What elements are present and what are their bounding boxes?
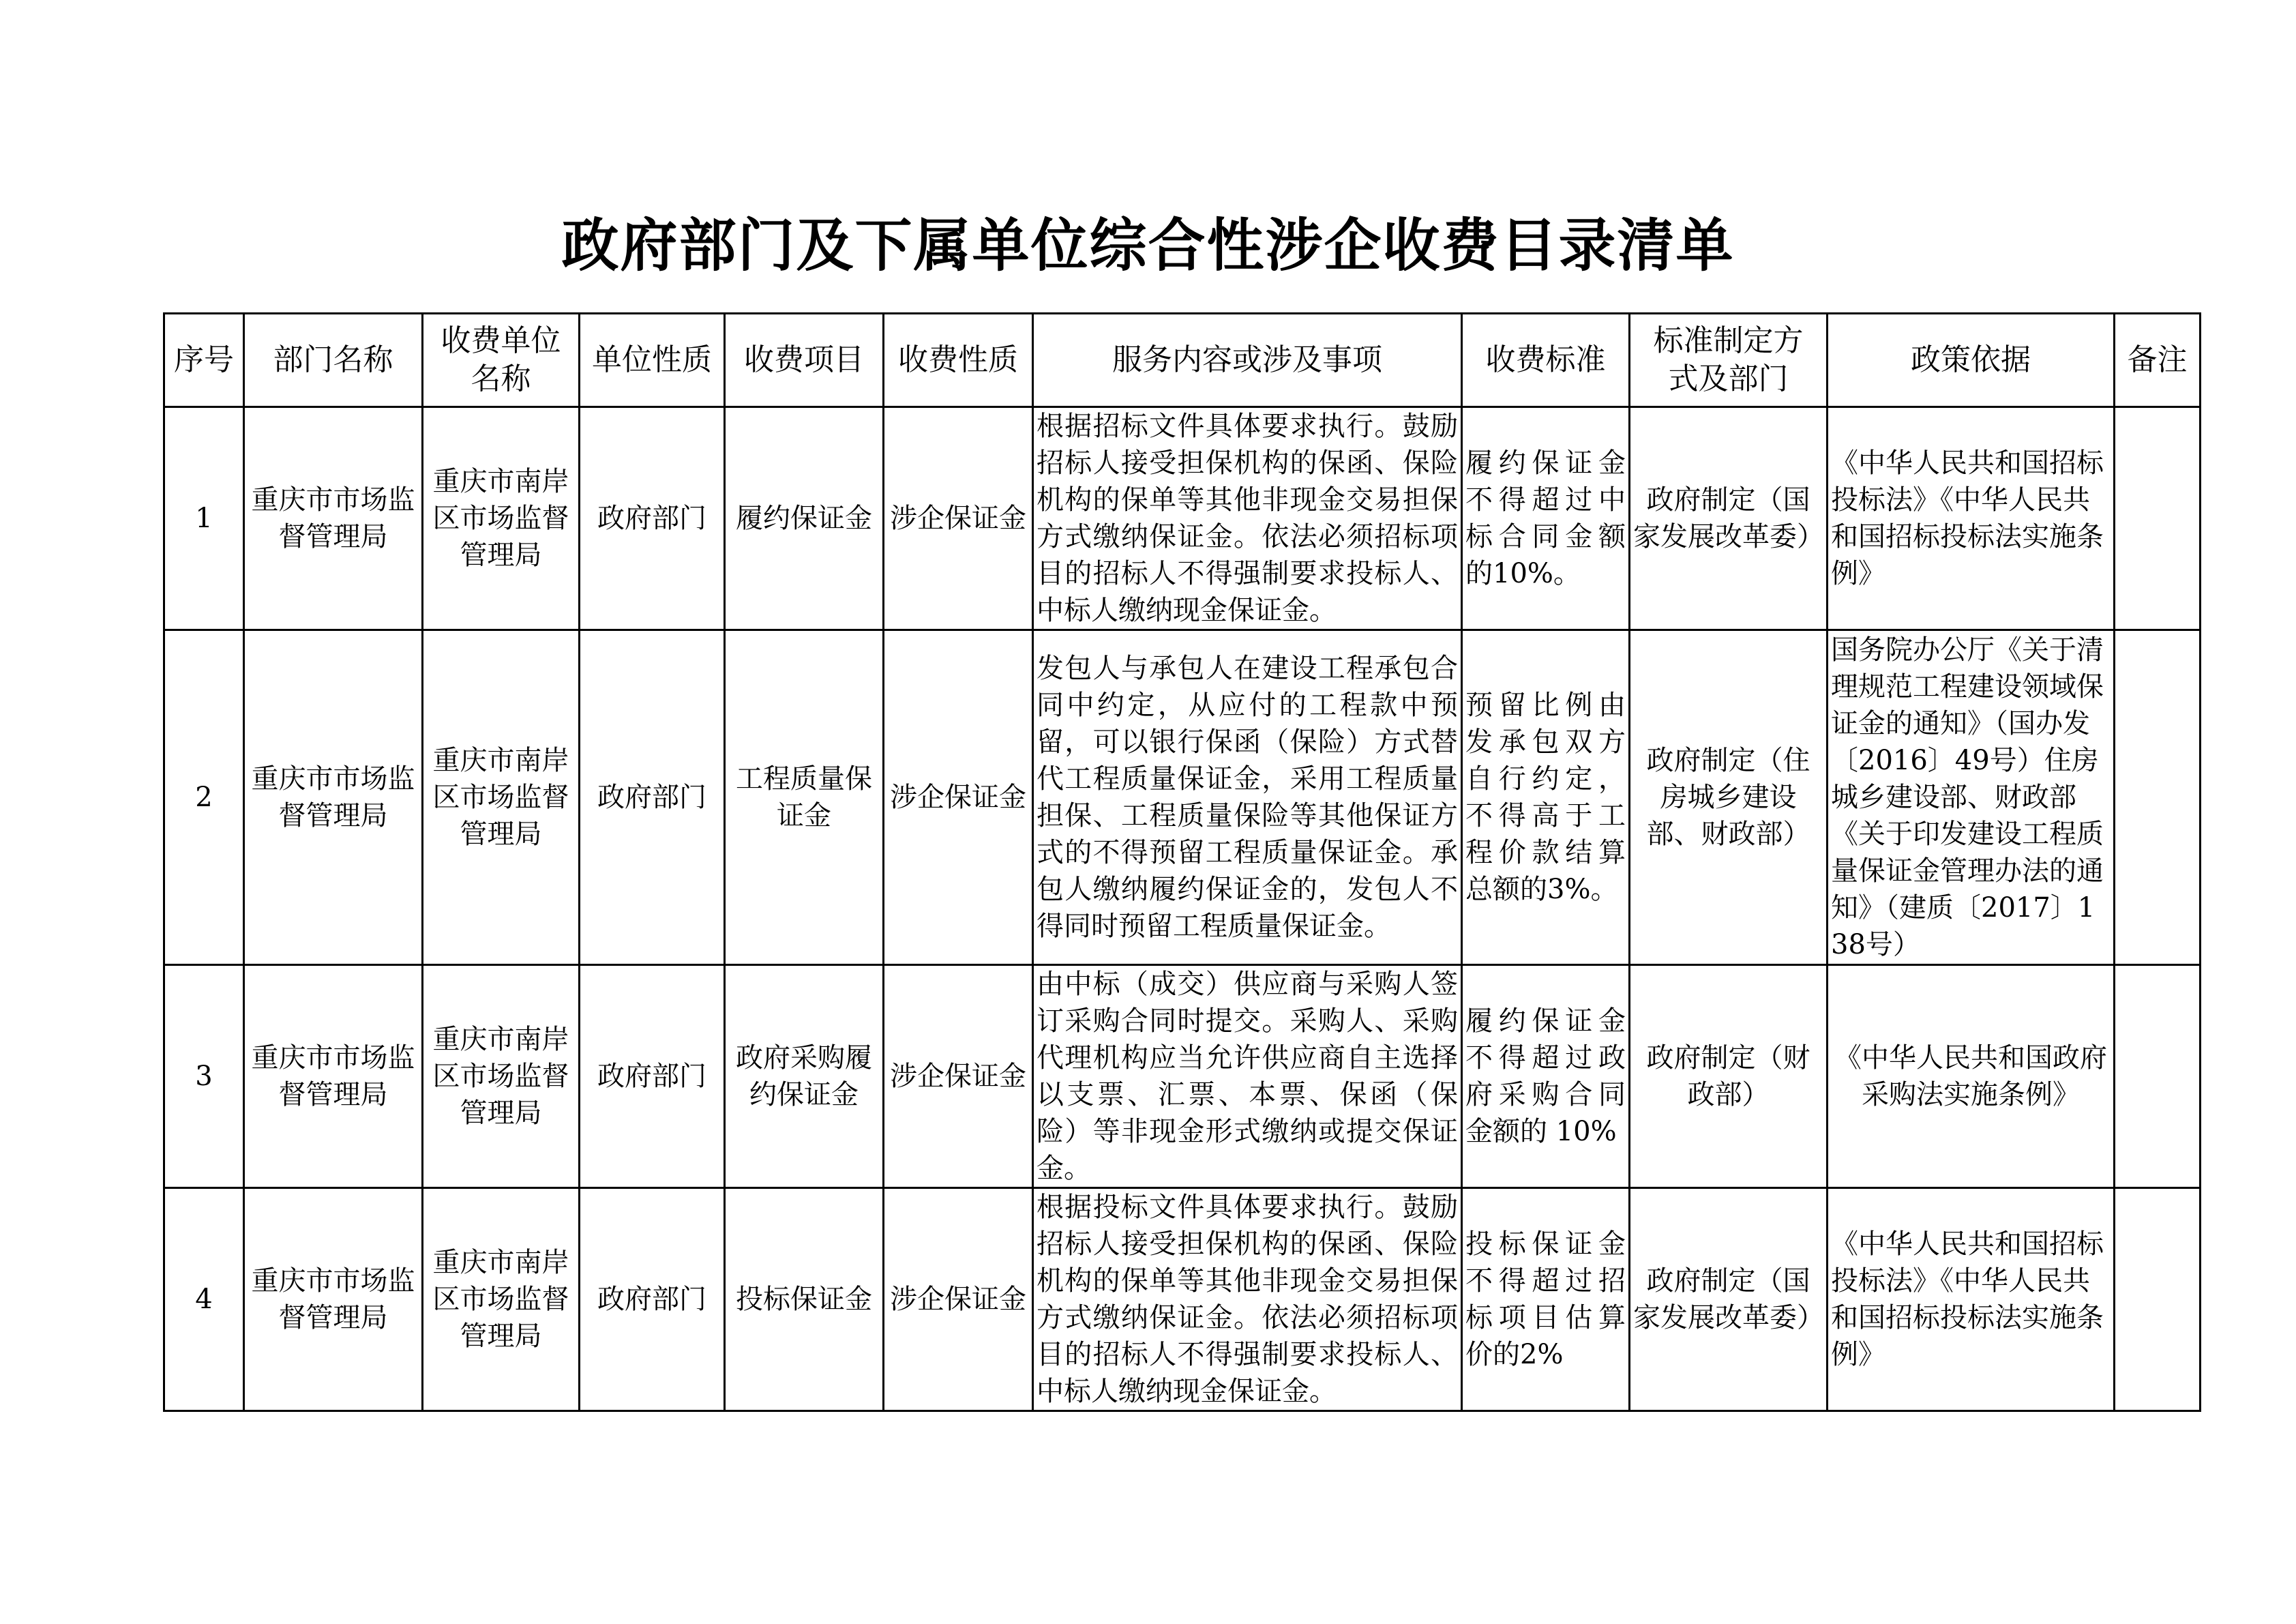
cell-item: 投标保证金 [725,1188,884,1411]
cell-method: 政府制定（住房城乡建设部、财政部） [1630,630,1828,965]
header-basis: 政策依据 [1828,314,2115,407]
cell-dept: 重庆市市场监督管理局 [244,407,423,630]
cell-item: 履约保证金 [725,407,884,630]
cell-dept: 重庆市市场监督管理局 [244,1188,423,1411]
cell-unit: 重庆市南岸区市场监督管理局 [423,630,580,965]
cell-standard: 履约保证金不得超过政府采购合同金额的 10% [1462,965,1630,1188]
header-remark: 备注 [2115,314,2201,407]
cell-basis: 国务院办公厅《关于清理规范工程建设领域保证金的通知》（国办发〔2016〕49号）住房城乡建设部、财政部《关于印发建设工程质量保证金管理办法的通知》（建质〔2017〕138号） [1828,630,2115,965]
table-row [164,630,2201,965]
cell-nature: 政府部门 [580,630,725,965]
cell-unit: 重庆市南岸区市场监督管理局 [423,1188,580,1411]
cell-method: 政府制定（财政部） [1630,965,1828,1188]
header-method: 标准制定方式及部门 [1630,314,1828,407]
table-row [164,965,2201,1188]
table-row [164,1188,2201,1411]
cell-method: 政府制定（国家发展改革委） [1630,407,1828,630]
cell-unit: 重庆市南岸区市场监督管理局 [423,965,580,1188]
cell-dept: 重庆市市场监督管理局 [244,965,423,1188]
cell-nature: 政府部门 [580,1188,725,1411]
cell-fee-type: 涉企保证金 [884,630,1033,965]
cell-seq: 3 [164,965,244,1188]
cell-item: 政府采购履约保证金 [725,965,884,1188]
cell-remark [2115,1188,2201,1411]
cell-seq: 4 [164,1188,244,1411]
header-dept: 部门名称 [244,314,423,407]
cell-item: 工程质量保证金 [725,630,884,965]
cell-nature: 政府部门 [580,965,725,1188]
fee-catalog-table [163,312,2201,1412]
cell-content: 根据投标文件具体要求执行。鼓励招标人接受担保机构的保函、保险机构的保单等其他非现金交易担保方式缴纳保证金。依法必须招标项目的招标人不得强制要求投标人、中标人缴纳现金保证金。 [1033,1188,1462,1411]
header-standard: 收费标准 [1462,314,1630,407]
table-row [164,407,2201,630]
cell-method: 政府制定（国家发展改革委） [1630,1188,1828,1411]
cell-seq: 2 [164,630,244,965]
header-content: 服务内容或涉及事项 [1033,314,1462,407]
cell-content: 由中标（成交）供应商与采购人签订采购合同时提交。采购人、采购代理机构应当允许供应商自主选择以支票、汇票、本票、保函（保险）等非现金形式缴纳或提交保证金。 [1033,965,1462,1188]
page-title: 政府部门及下属单位综合性涉企收费目录清单 [561,212,1735,279]
cell-dept: 重庆市市场监督管理局 [244,630,423,965]
cell-content: 根据招标文件具体要求执行。鼓励招标人接受担保机构的保函、保险机构的保单等其他非现金交易担保方式缴纳保证金。依法必须招标项目的招标人不得强制要求投标人、中标人缴纳现金保证金。 [1033,407,1462,630]
cell-standard: 履约保证金不得超过中标合同金额的10%。 [1462,407,1630,630]
cell-remark [2115,407,2201,630]
cell-content: 发包人与承包人在建设工程承包合同中约定，从应付的工程款中预留，可以银行保函（保险）方式替代工程质量保证金，采用工程质量担保、工程质量保险等其他保证方式的不得预留工程质量保证金。承包人缴纳履约保证金的，发包人不得同时预留工程质量保证金。 [1033,630,1462,965]
cell-fee-type: 涉企保证金 [884,965,1033,1188]
cell-unit: 重庆市南岸区市场监督管理局 [423,407,580,630]
cell-fee-type: 涉企保证金 [884,407,1033,630]
cell-standard: 预留比例由发承包双方自行约定，不得高于工程价款结算总额的3%。 [1462,630,1630,965]
header-item: 收费项目 [725,314,884,407]
cell-remark [2115,965,2201,1188]
cell-standard: 投标保证金不得超过招标项目估算价的2% [1462,1188,1630,1411]
header-fee-type: 收费性质 [884,314,1033,407]
header-seq: 序号 [164,314,244,407]
table-header-row [164,314,2201,407]
header-unit: 收费单位名称 [423,314,580,407]
cell-basis: 《中华人民共和国招标投标法》《中华人民共和国招标投标法实施条例》 [1828,407,2115,630]
cell-basis: 《中华人民共和国政府采购法实施条例》 [1828,965,2115,1188]
cell-nature: 政府部门 [580,407,725,630]
cell-remark [2115,630,2201,965]
header-nature: 单位性质 [580,314,725,407]
cell-seq: 1 [164,407,244,630]
cell-fee-type: 涉企保证金 [884,1188,1033,1411]
cell-basis: 《中华人民共和国招标投标法》《中华人民共和国招标投标法实施条例》 [1828,1188,2115,1411]
